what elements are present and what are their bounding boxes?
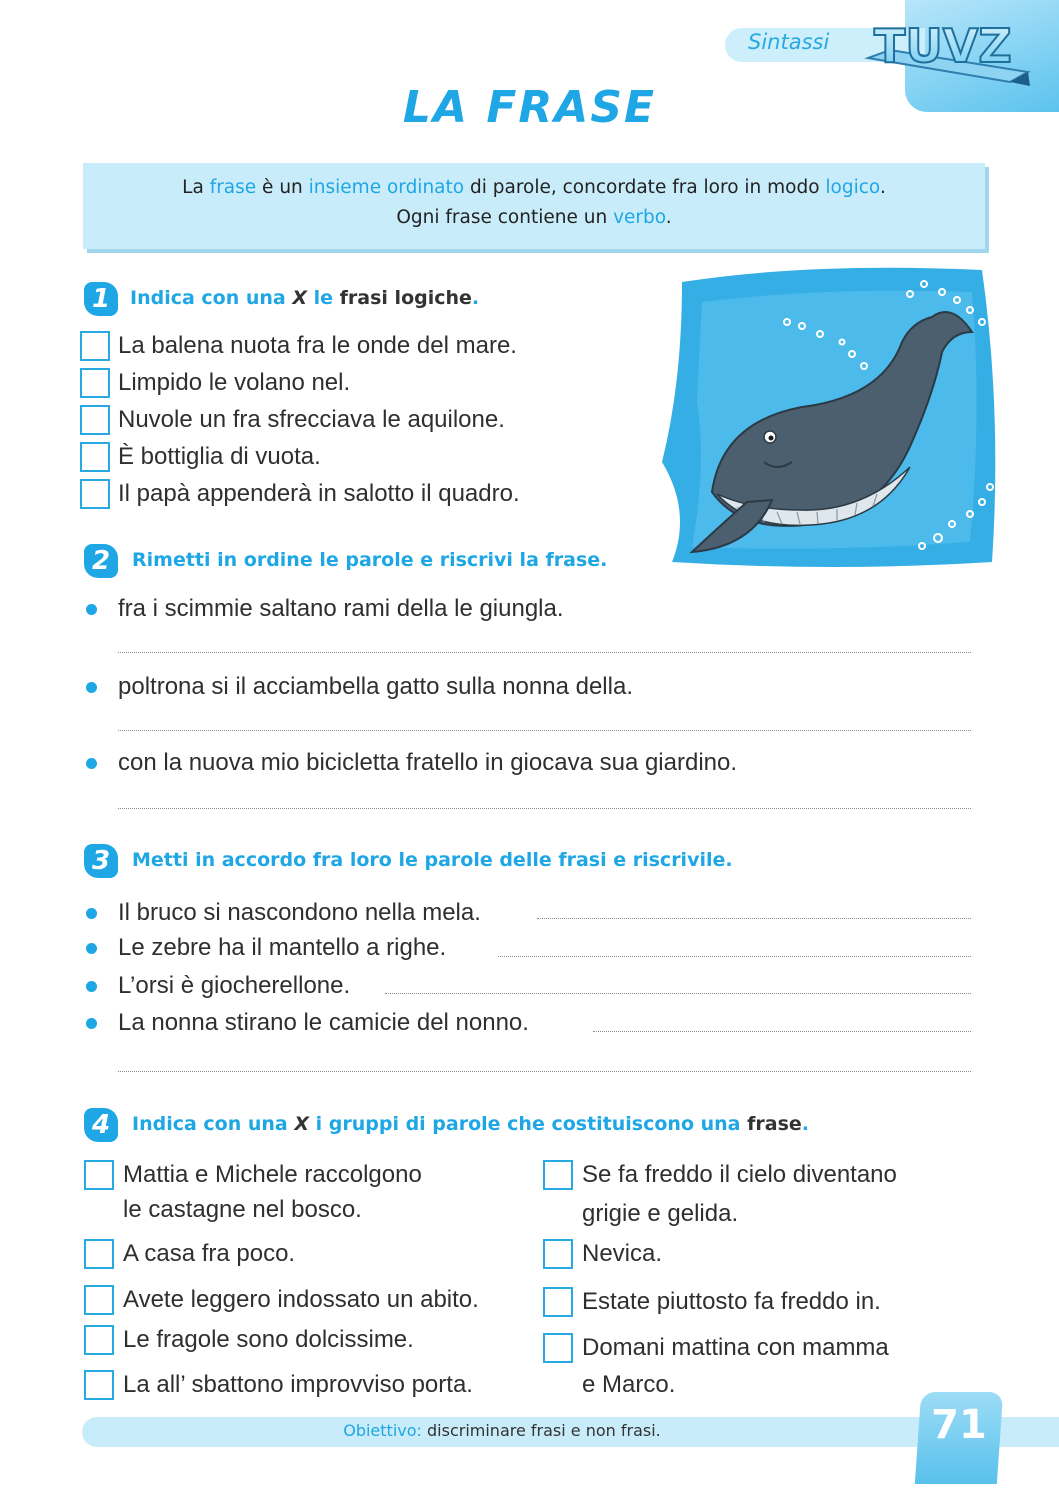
page-title: LA FRASE [402, 82, 657, 133]
checkbox-ex4-right-3[interactable] [543, 1287, 573, 1317]
checkbox-ex1-4[interactable] [80, 442, 110, 472]
checkbox-ex1-3[interactable] [80, 405, 110, 435]
definition-line-2: Ogni frase contiene un verbo. [396, 207, 672, 228]
ex4-right-4-line-1: Domani mattina con mamma [582, 1334, 889, 1361]
ex2-item-2: poltrona si il acciambella gatto sulla nonna della. [118, 673, 633, 700]
bullet [86, 1018, 97, 1029]
checkbox-ex4-right-2[interactable] [543, 1239, 573, 1269]
exercise-2-title: Rimetti in ordine le parole e riscrivi la frase. [132, 549, 608, 571]
ex1-item-5: Il papà appenderà in salotto il quadro. [118, 480, 520, 507]
bullet [86, 682, 97, 693]
tuvz-logo [860, 10, 1040, 90]
bullet [86, 943, 97, 954]
answer-line[interactable] [118, 808, 971, 809]
bullet [86, 604, 97, 615]
ex4-left-2: A casa fra poco. [123, 1240, 296, 1267]
exercise-4-number: 4 [84, 1108, 118, 1142]
checkbox-ex4-left-3[interactable] [84, 1285, 114, 1315]
ex3-item-1: Il bruco si nascondono nella mela. [118, 899, 481, 926]
ex3-item-2: Le zebre ha il mantello a righe. [118, 934, 447, 961]
exercise-2-number: 2 [84, 544, 118, 578]
checkbox-ex4-left-2[interactable] [84, 1239, 114, 1269]
ex4-left-1-line-1: Mattia e Michele raccolgono [123, 1161, 422, 1188]
ex4-right-2: Nevica. [582, 1240, 663, 1267]
exercise-3-title: Metti in accordo fra loro le parole delle frasi e riscrivile. [132, 849, 733, 871]
answer-line[interactable] [385, 993, 971, 994]
ex4-right-1-line-2: grigie e gelida. [582, 1200, 739, 1227]
whale-illustration [652, 262, 1002, 570]
answer-line[interactable] [118, 652, 971, 653]
ex4-left-5: La all’ sbattono improvviso porta. [123, 1371, 473, 1398]
ex4-left-3: Avete leggero indossato un abito. [123, 1286, 479, 1313]
answer-line[interactable] [498, 956, 971, 957]
ex1-item-3: Nuvole un fra sfrecciava le aquilone. [118, 406, 505, 433]
checkbox-ex4-right-4[interactable] [543, 1333, 573, 1363]
bullet [86, 758, 97, 769]
bullet [86, 981, 97, 992]
ex1-item-1: La balena nuota fra le onde del mare. [118, 332, 517, 359]
bullet [86, 908, 97, 919]
ex4-right-3: Estate piuttosto fa freddo in. [582, 1288, 881, 1315]
ex4-left-1-line-2: le castagne nel bosco. [123, 1196, 362, 1223]
ex1-item-4: È bottiglia di vuota. [118, 443, 321, 470]
definition-box [83, 163, 985, 249]
exercise-1-title: Indica con una X le frasi logiche. [130, 287, 480, 309]
answer-line[interactable] [593, 1031, 971, 1032]
definition-line-1: La frase è un insieme ordinato di parole, concordate fra loro in modo logico. [182, 177, 886, 198]
ex2-item-1: fra i scimmie saltano rami della le giungla. [118, 595, 564, 622]
ex4-left-4: Le fragole sono dolcissime. [123, 1326, 414, 1353]
exercise-3-number: 3 [84, 844, 118, 878]
checkbox-ex4-left-4[interactable] [84, 1325, 114, 1355]
logo-text: TUVZ [874, 19, 1012, 73]
ex4-right-1-line-1: Se fa freddo il cielo diventano [582, 1161, 897, 1188]
checkbox-ex1-1[interactable] [80, 331, 110, 361]
ex2-item-3: con la nuova mio bicicletta fratello in giocava sua giardino. [118, 749, 738, 776]
section-label: Sintassi [748, 30, 830, 54]
ex4-right-4-line-2: e Marco. [582, 1371, 676, 1398]
exercise-4-title: Indica con una X i gruppi di parole che costituiscono una frase. [132, 1113, 809, 1135]
ex3-item-3: L’orsi è giocherellone. [118, 972, 351, 999]
ex3-item-4: La nonna stirano le camicie del nonno. [118, 1009, 529, 1036]
ex1-item-2: Limpido le volano nel. [118, 369, 351, 396]
answer-line[interactable] [118, 1071, 971, 1072]
page-number: 71 [931, 1402, 987, 1448]
footer-objective: Obiettivo: discriminare frasi e non frasi. [343, 1421, 661, 1440]
exercise-1-number: 1 [84, 282, 118, 316]
answer-line[interactable] [118, 730, 971, 731]
checkbox-ex4-left-5[interactable] [84, 1370, 114, 1400]
checkbox-ex1-2[interactable] [80, 368, 110, 398]
checkbox-ex4-right-1[interactable] [543, 1160, 573, 1190]
answer-line[interactable] [537, 918, 971, 919]
checkbox-ex1-5[interactable] [80, 479, 110, 509]
checkbox-ex4-left-1[interactable] [84, 1160, 114, 1190]
